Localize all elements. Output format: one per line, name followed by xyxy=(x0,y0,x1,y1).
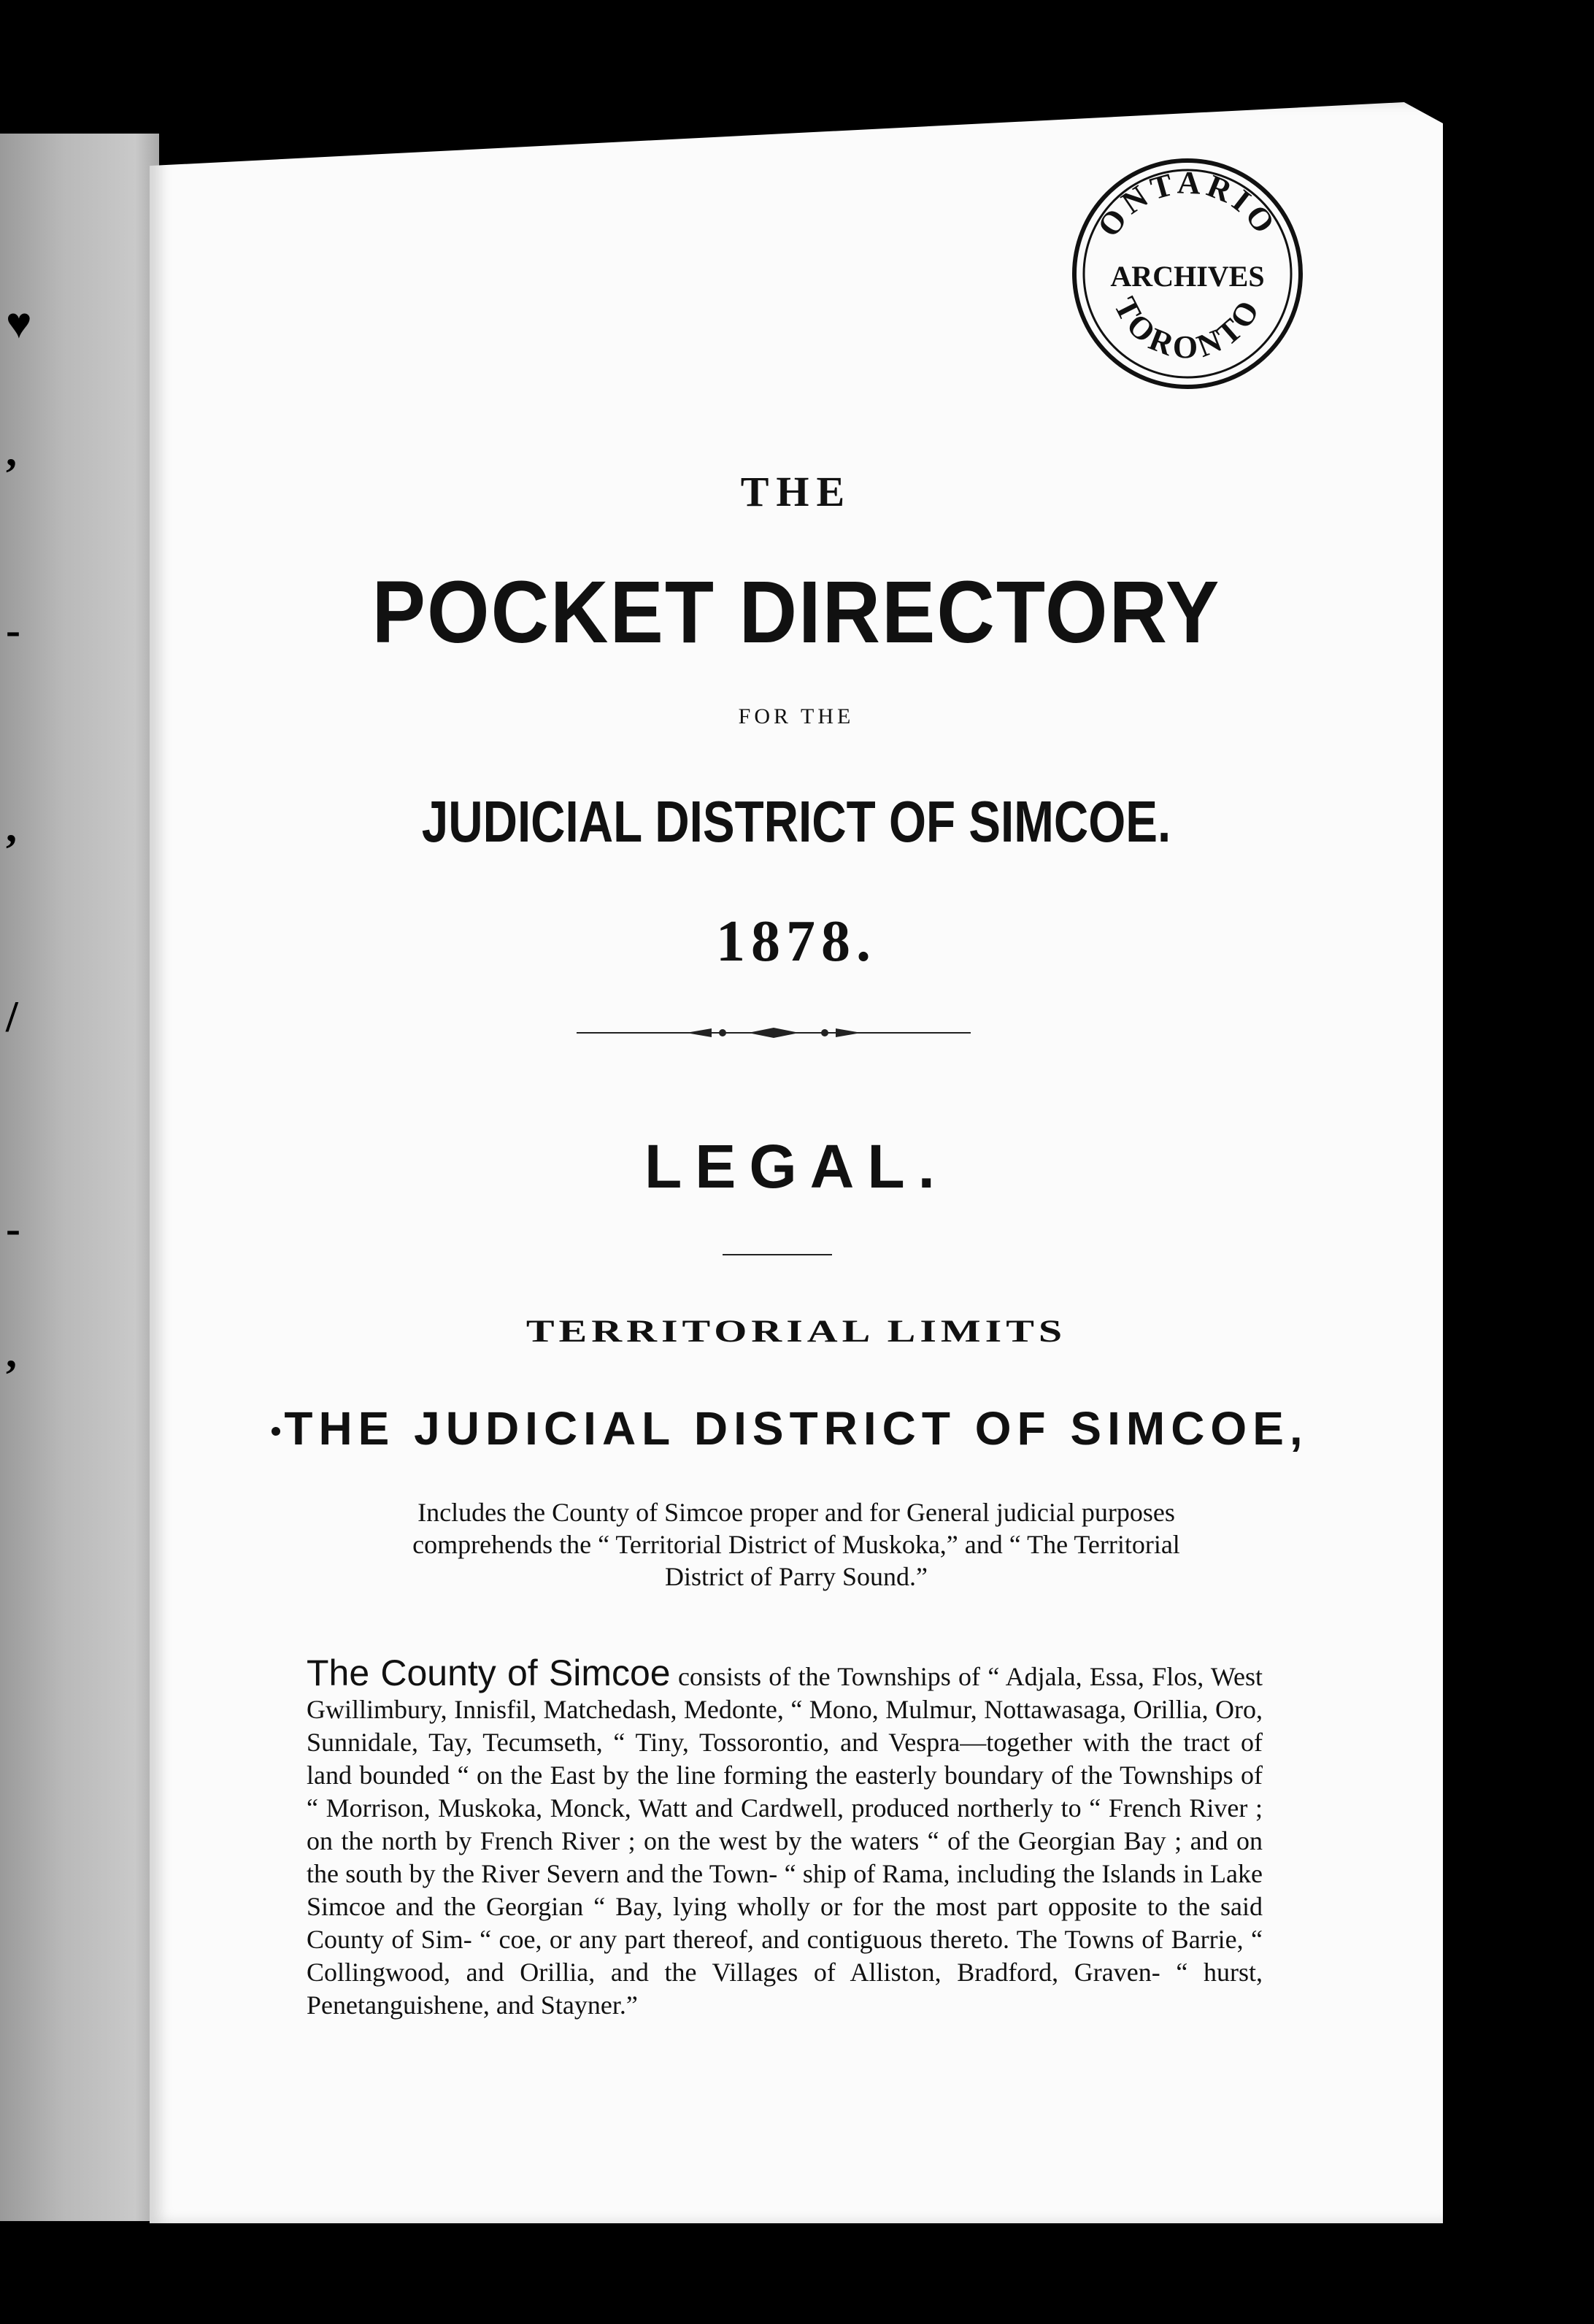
county-lead: The County of Simcoe xyxy=(307,1652,671,1693)
county-paragraph xyxy=(307,1652,1263,2022)
district-title: JUDICIAL DISTRICT OF SIMCOE. xyxy=(421,789,1171,854)
title-connector: FOR THE xyxy=(738,704,855,728)
short-rule xyxy=(723,1254,832,1255)
ornamental-divider xyxy=(577,1026,971,1040)
year: 1878. xyxy=(716,909,877,974)
spine-mark: / xyxy=(6,993,18,1041)
district-heading: THE JUDICIAL DISTRICT OF SIMCOE, xyxy=(284,1402,1309,1455)
spine-mark: ♥ xyxy=(6,299,32,347)
spine-mark: , xyxy=(6,803,17,851)
stamp-bottom-text: TORONTO xyxy=(1106,290,1268,365)
stamp-top-text: ONTARIO xyxy=(1090,164,1285,244)
county-text: consists of the Townships of “ Adjala, Essa, Flos, West Gwillimbury, Innisfil, Matchedash, Medonte, “ Mono, Mulmur, Nottawasaga, Orillia, Oro, Sunnidale, Tay, Tecumseth, “ Tiny, Tossorontio, and Vespra—together with the tract of land bounded “ on the East by the line forming the easterly boundary of the Townships of “ Morrison, Muskoka, Monck, Watt and Cardwell, produced northerly to “ French River ; on the north by French River ; on the west by the waters “ of the Georgian Bay ; and on the south by the River Severn and the Town- “ ship of Rama, including the Islands in Lake Simcoe and the Georgian “ Bay, lying wholly or for the most part opposite to the said County of Sim- “ coe, or any part thereof, and contiguous thereto. The Towns of Barrie, “ Collingwood, and Orillia, and the Villages of Alliston, Bradford, Graven- “ hurst, Penetanguishene, and Stayner.” xyxy=(307,1662,1263,2020)
svg-text:TORONTO xyxy=(1107,291,1268,365)
spine-mark: - xyxy=(6,1204,20,1253)
spine-mark: , xyxy=(6,1328,17,1377)
stamp-middle-text: ARCHIVES xyxy=(1110,260,1265,293)
includes-paragraph: Includes the County of Simcoe proper and for General judicial purposes comprehends the “ Territorial District of Muskoka,” and “ The Territorial District of Parry Sound.” xyxy=(412,1498,1180,1591)
page-title: POCKET DIRECTORY xyxy=(371,562,1221,662)
section-heading: LEGAL. xyxy=(644,1132,948,1201)
title-article: THE xyxy=(740,468,852,515)
section-subheading: TERRITORIAL LIMITS xyxy=(525,1313,1067,1349)
book-spine xyxy=(0,134,159,2221)
spine-mark: , xyxy=(6,427,17,475)
spine-mark: - xyxy=(6,606,20,654)
svg-text:ONTARIO xyxy=(1090,164,1285,243)
archives-stamp xyxy=(1067,153,1308,394)
